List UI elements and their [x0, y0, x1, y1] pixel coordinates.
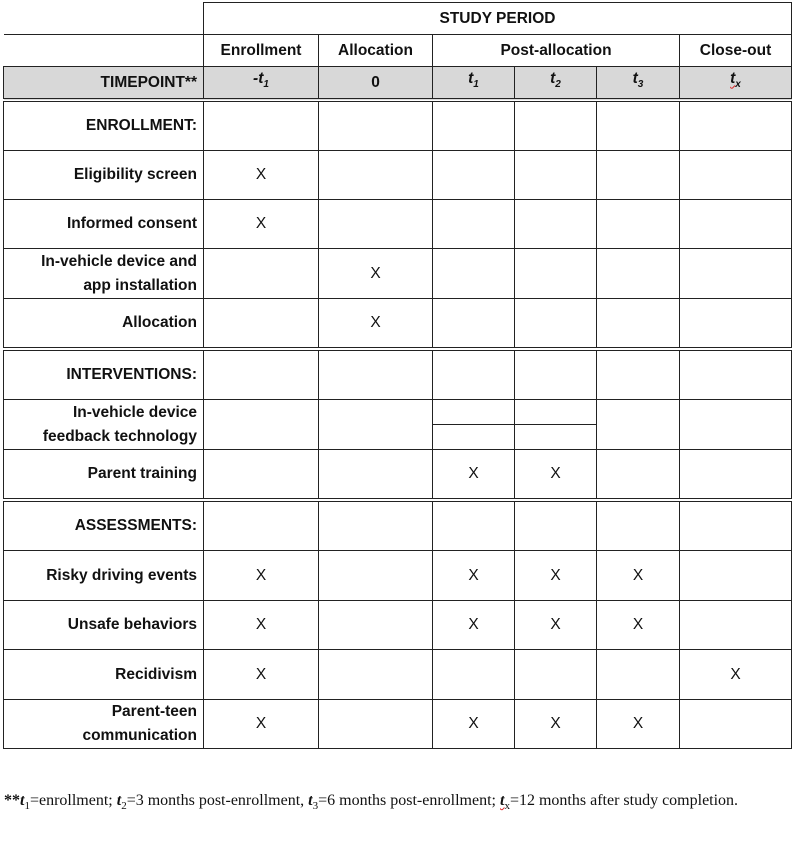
timepoint-tx: $t_x$ [680, 67, 792, 101]
table-row [4, 400, 792, 450]
mark: X [680, 650, 792, 700]
footnote: $**t_1=enrollment$; $t_2=3$ months post-enrollment, $t_3=6$ months post-enrollment; $t_x=12$ months after study completion. [4, 792, 739, 813]
mark: X [204, 151, 319, 200]
mark: X [204, 200, 319, 249]
section-interventions: INTERVENTIONS: [4, 349, 204, 400]
spirit-schedule-table [3, 2, 792, 749]
table-row [4, 249, 792, 299]
table-row [4, 200, 792, 249]
timepoint-t1: $t_1$ [433, 67, 515, 101]
row-feedback-technology: In-vehicle device feedback technology [4, 400, 204, 450]
section-enrollment-row [4, 100, 792, 151]
allocation-header: Allocation [319, 35, 433, 67]
row-device-install: In-vehicle device and app installation [4, 249, 204, 299]
section-assessments-row [4, 500, 792, 551]
timepoint-enroll: $-t_1$ [204, 67, 319, 101]
post-allocation-header: Post-allocation [433, 35, 680, 67]
mark: X [433, 450, 515, 501]
duration-line [433, 400, 515, 450]
close-out-header: Close-out [680, 35, 792, 67]
section-interventions-row [4, 349, 792, 400]
header-row-study-period [4, 3, 792, 35]
section-assessments: ASSESSMENTS: [4, 500, 204, 551]
mark: X [515, 551, 597, 601]
mark: X [597, 551, 680, 601]
mark: X [204, 601, 319, 650]
row-recidivism: Recidivism [4, 650, 204, 700]
mark: X [319, 299, 433, 350]
mark: X [204, 700, 319, 749]
row-risky-driving: Risky driving events [4, 551, 204, 601]
mark: X [515, 450, 597, 501]
mark: X [319, 249, 433, 299]
mark: X [433, 700, 515, 749]
row-eligibility: Eligibility screen [4, 151, 204, 200]
row-parent-teen-communication: Parent-teen communication [4, 700, 204, 749]
row-unsafe-behaviors: Unsafe behaviors [4, 601, 204, 650]
mark: X [597, 601, 680, 650]
table-row [4, 650, 792, 700]
duration-line [515, 400, 597, 450]
table-row [4, 151, 792, 200]
section-enrollment: ENROLLMENT: [4, 100, 204, 151]
mark: X [515, 700, 597, 749]
timepoint-label: TIMEPOINT** [4, 67, 204, 101]
table-row [4, 700, 792, 749]
mark: X [204, 650, 319, 700]
table-row [4, 601, 792, 650]
table-row [4, 450, 792, 501]
mark: X [433, 601, 515, 650]
timepoint-row [4, 67, 792, 101]
enrollment-header: Enrollment [204, 35, 319, 67]
study-period-header: STUDY PERIOD [204, 3, 792, 35]
row-allocation: Allocation [4, 299, 204, 350]
table-row [4, 299, 792, 350]
mark: X [515, 601, 597, 650]
timepoint-alloc: 0 [319, 67, 433, 101]
timepoint-t3: $t_3$ [597, 67, 680, 101]
row-consent: Informed consent [4, 200, 204, 249]
mark: X [433, 551, 515, 601]
mark: X [204, 551, 319, 601]
header-row-phases [4, 35, 792, 67]
timepoint-t2: $t_2$ [515, 67, 597, 101]
mark: X [597, 700, 680, 749]
table-row [4, 551, 792, 601]
row-parent-training: Parent training [4, 450, 204, 501]
